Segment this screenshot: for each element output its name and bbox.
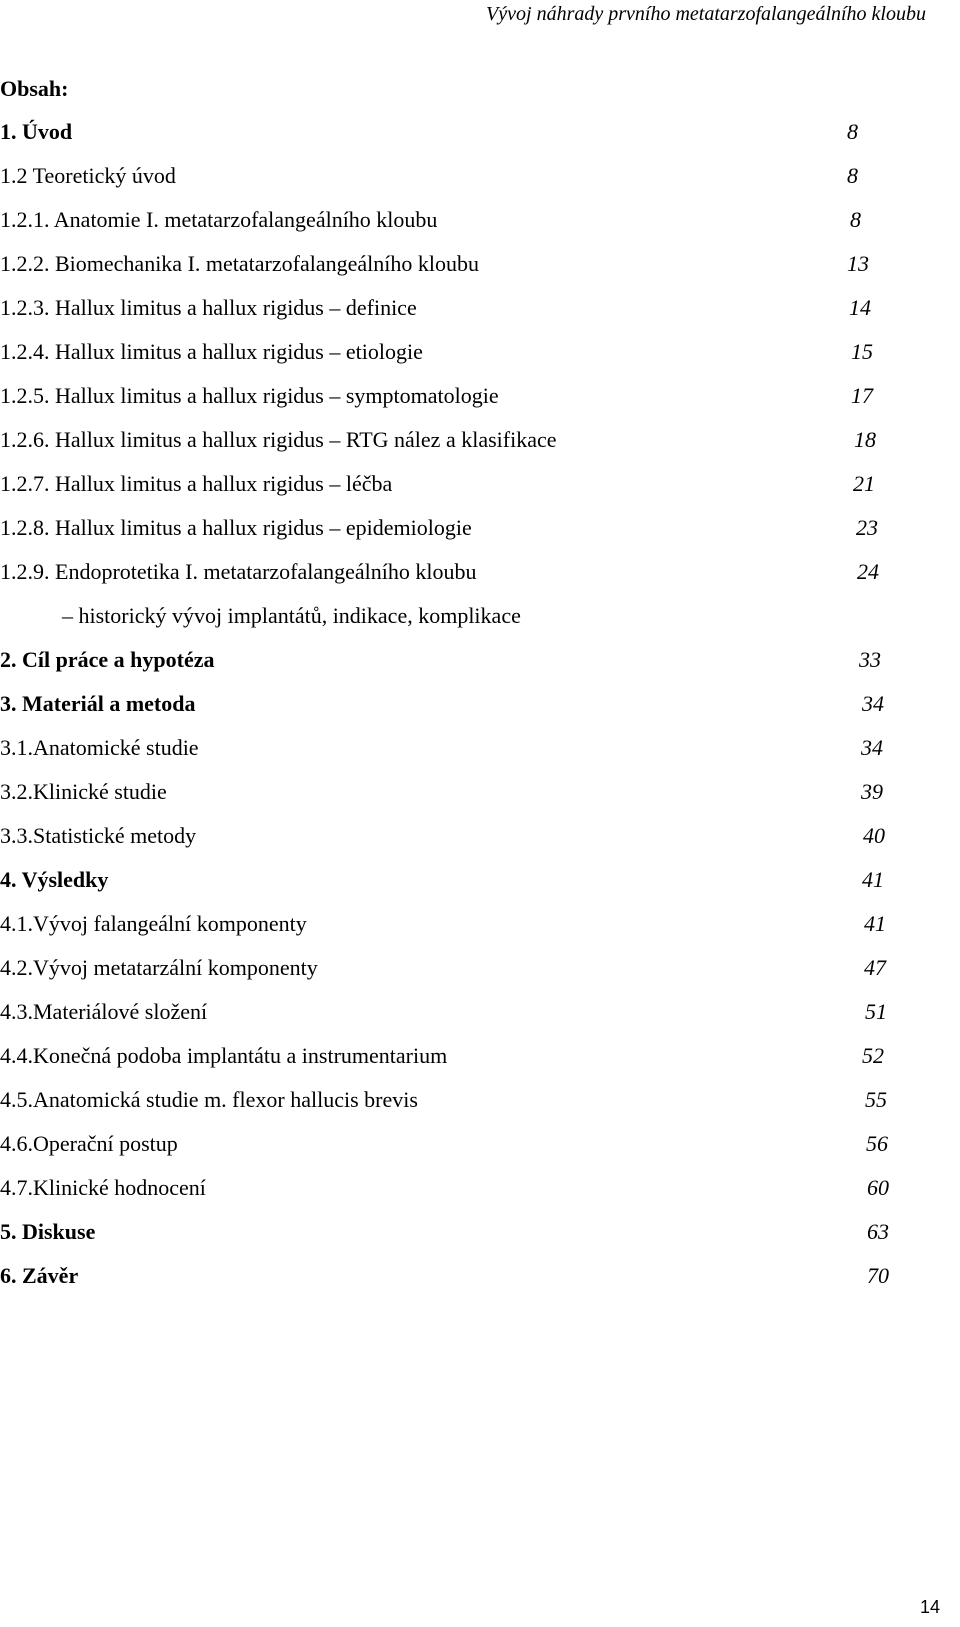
toc-title: Obsah: [0,76,69,101]
toc-entry-label: 1.2.5. Hallux limitus a hallux rigidus – symptomatologie [0,383,499,408]
toc-entry-label: 1. Úvod [0,119,73,144]
toc-entry [0,205,960,249]
toc-entry-page: 15 [851,339,873,364]
toc-entry-page: 40 [863,823,885,848]
toc-entry-label: 3.1.Anatomické studie [0,735,199,760]
toc-entry-label: 4.3.Materiálové složení [0,999,208,1024]
toc-entry-page: 47 [864,955,886,980]
toc-entry-page: 34 [861,735,883,760]
toc-entry [0,1173,960,1217]
toc-entry-label: 3.3.Statistické metody [0,823,197,848]
running-header: Vývoj náhrady prvního metatarzofalangeálního kloubu [486,3,926,25]
toc-entry [0,733,960,777]
toc-entry-label: 1.2.9. Endoprotetika I. metatarzofalangeálního kloubu [0,559,477,584]
toc-entry [0,909,960,953]
toc-entry-label: 1.2.3. Hallux limitus a hallux rigidus – definice [0,295,417,320]
toc-entry-label: 3. Materiál a metoda [0,691,196,716]
toc-entry-page: 33 [859,647,881,672]
toc-entry [0,1041,960,1085]
toc-entry [0,293,960,337]
toc-entry [0,1085,960,1129]
toc-entry [0,821,960,865]
toc-entry [0,557,960,601]
toc-entry [0,997,960,1041]
toc-entry-label: 2. Cíl práce a hypotéza [0,647,215,672]
toc-entry-label: 1.2.1. Anatomie I. metatarzofalangeálního kloubu [0,207,438,232]
toc-entry [0,953,960,997]
toc-entry-page: 56 [866,1131,888,1156]
toc-entry [0,249,960,293]
toc-entry [0,425,960,469]
toc-entry-label: 1.2.4. Hallux limitus a hallux rigidus – etiologie [0,339,423,364]
toc-entry-page: 21 [853,471,875,496]
toc-entry-page: 70 [867,1263,889,1288]
toc-entry-page: 18 [854,427,876,452]
toc-entry-label: 3.2.Klinické studie [0,779,167,804]
toc-entry [0,469,960,513]
toc-entry [0,689,960,733]
toc-entry-page: 8 [847,163,858,188]
toc-entry-label: – historický vývoj implantátů, indikace, komplikace [62,603,521,628]
toc-entry-page: 8 [847,119,858,144]
toc-entry-label: 6. Závěr [0,1263,79,1288]
toc-entry-label: 4.6.Operační postup [0,1131,178,1156]
toc-entry-page: 52 [862,1043,884,1068]
toc-entry-page: 8 [850,207,861,232]
toc-entry-label: 1.2.7. Hallux limitus a hallux rigidus – léčba [0,471,393,496]
toc-entry [0,117,960,161]
table-of-contents [0,117,960,1305]
toc-entry [0,1129,960,1173]
toc-entry-page: 34 [862,691,884,716]
toc-entry-label: 4.4.Konečná podoba implantátu a instrumentarium [0,1043,448,1068]
toc-entry [0,513,960,557]
toc-entry-page: 51 [865,999,887,1024]
toc-entry [0,777,960,821]
toc-entry-page: 41 [862,867,884,892]
toc-entry-page: 17 [851,383,873,408]
toc-entry-label: 5. Diskuse [0,1219,96,1244]
toc-entry [0,381,960,425]
toc-entry-label: 4.5.Anatomická studie m. flexor hallucis brevis [0,1087,418,1112]
toc-entry-page: 39 [861,779,883,804]
toc-entry [0,1261,960,1305]
toc-entry-page: 63 [867,1219,889,1244]
toc-entry-page: 60 [867,1175,889,1200]
toc-entry-page: 14 [849,295,871,320]
toc-entry-page: 24 [857,559,879,584]
toc-entry [0,161,960,205]
toc-entry [0,601,960,645]
toc-entry-label: 1.2.2. Biomechanika I. metatarzofalangeálního kloubu [0,251,479,276]
toc-entry-page: 55 [865,1087,887,1112]
toc-entry [0,1217,960,1261]
toc-entry [0,645,960,689]
toc-entry-page: 13 [847,251,869,276]
page-number: 14 [919,1597,940,1617]
toc-entry-label: 1.2.8. Hallux limitus a hallux rigidus – epidemiologie [0,515,472,540]
toc-entry-label: 4.1.Vývoj falangeální komponenty [0,911,307,936]
toc-entry-label: 1.2 Teoretický úvod [0,163,176,188]
toc-entry [0,337,960,381]
toc-entry-label: 4.2.Vývoj metatarzální komponenty [0,955,318,980]
toc-entry-label: 1.2.6. Hallux limitus a hallux rigidus – RTG nález a klasifikace [0,427,557,452]
toc-entry-page: 23 [856,515,878,540]
toc-entry-label: 4.7.Klinické hodnocení [0,1175,206,1200]
toc-entry [0,865,960,909]
toc-entry-page: 41 [864,911,886,936]
toc-entry-label: 4. Výsledky [0,867,109,892]
